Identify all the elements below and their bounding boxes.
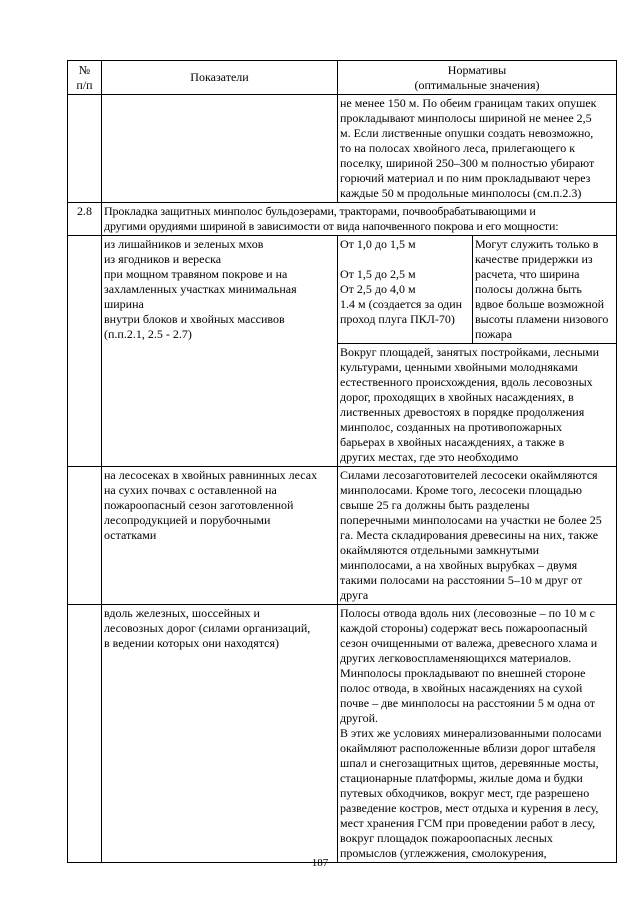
note-cell: Могут служить только в качестве придержки из расчета, что ширина полосы должна быть вдвое больше возможной высоты пламени низового пожара [473, 236, 617, 344]
norm-cell: не менее 150 м. По обеим границам таких опушек прокладывают минполосы шириной не менее 2,5 м. Если лиственные опушки создать невозможно, то на полосах хвойного леса, прилегающего к поселку, шириной 250–300 м полностью убирают горючий материал и по ним прокладывают через каждые 50 м продольные минполосы (см.п.2.3) [338, 95, 617, 203]
indicator-cell: вдоль железных, шоссейных и лесовозных дорог (силами организаций, в ведении которых они находятся) [102, 605, 338, 863]
row-number-cell: 2.8 [68, 203, 102, 236]
table-header-row [68, 61, 617, 95]
table-row [68, 236, 617, 344]
table-row [68, 95, 617, 203]
page-number: 187 [311, 857, 329, 869]
section-heading-cell: Прокладка защитных минполос бульдозерами, тракторами, почвообрабатывающими и другими орудиями шириной в зависимости от вида напочвенного покрова и его мощности: [102, 203, 617, 236]
norm-cell: Полосы отвода вдоль них (лесовозные – по 10 м с каждой стороны) содержат весь пожароопасный сезон очищенными от валежа, древесного хлама и других легковоспламеняющихся материалов. Минполосы прокладывают по внешней стороне полос отвода, в хвойных насаждениях на сухой почве – две минполосы на расстоянии 5 м одна от другой. В этих же условиях минерализованными полосами окаймляют расположенные вблизи дорог штабеля шпал и снегозащитных щитов, деревянные мосты, стационарные платформы, жилые дома и будки путевых обходчиков, вокруг мест, где разрешено разведение костров, мест отдыха и курения в лесу, мест хранения ГСМ при проведении работ в лесу, вокруг площадок пожароопасных лесных промыслов (углежжения, смолокурения, [338, 605, 617, 863]
row-number-cell [68, 467, 102, 605]
indicator-cell: на лесосеках в хвойных равнинных лесах на сухих почвах с оставленной на пожароопасный сезон заготовленной лесопродукцией и порубочными остатками [102, 467, 338, 605]
header-norms: Нормативы (оптимальные значения) [338, 61, 617, 95]
row-number-cell [68, 236, 102, 467]
row-number-cell [68, 605, 102, 863]
table-row [68, 605, 617, 863]
indicator-cell [102, 95, 338, 203]
table-row [68, 467, 617, 605]
indicator-cell: из лишайников и зеленых мхов из ягодников и вереска при мощном травяном покрове и на захламленных участках минимальная ширина внутри блоков и хвойных массивов (п.п.2.1, 2.5 - 2.7) [102, 236, 338, 467]
width-values-cell: От 1,0 до 1,5 м От 1,5 до 2,5 м От 2,5 до 4,0 м 1.4 м (создается за один проход плуга ПКЛ-70) [338, 236, 473, 344]
standards-table [67, 60, 617, 863]
norm-cell: Силами лесозаготовителей лесосеки окаймляются минполосами. Кроме того, лесосеки площадью свыше 25 га должны быть разделены поперечными минполосами на участки не более 25 га. Места складирования древесины на них, также окаймляются отдельными замкнутыми минполосами, а на хвойных вырубках – двумя такими полосами на расстоянии 5–10 м друг от друга [338, 467, 617, 605]
row-number-cell [68, 95, 102, 203]
header-indicators: Показатели [102, 61, 338, 95]
table-row [68, 203, 617, 236]
header-number: № п/п [68, 61, 102, 95]
norm-cell: Вокруг площадей, занятых постройками, лесными культурами, ценными хвойными молодняками естественного происхождения, вдоль лесовозных дорог, проходящих в хвойных насаждениях, в лиственных древостоях в порядке продолжения минполос, созданных на противопожарных барьерах в хвойных насаждениях, а также в других местах, где это необходимо [338, 344, 617, 467]
